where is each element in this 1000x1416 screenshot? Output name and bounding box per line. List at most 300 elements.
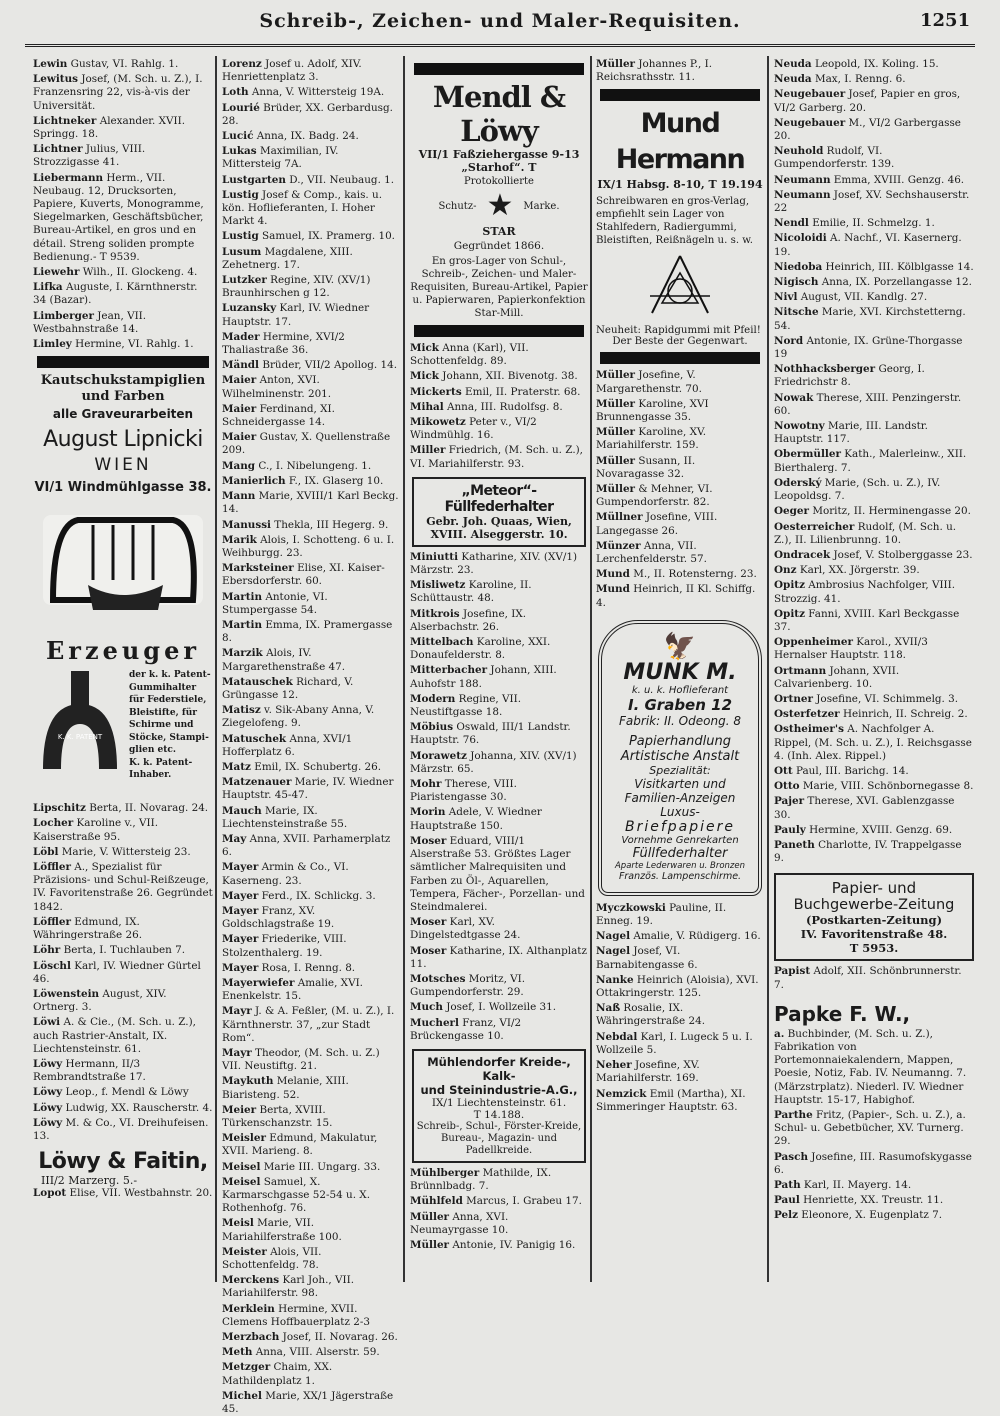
directory-entry: [596, 511, 764, 537]
ad-munk-line8: Visitkarten und: [634, 776, 726, 791]
directory-entry: [222, 302, 400, 328]
column-1: [33, 58, 213, 1288]
entry-name: Mittelbach: [410, 636, 474, 649]
entry-name: Neumann: [774, 188, 831, 201]
directory-entry: [410, 1195, 588, 1208]
directory-entry: [774, 1179, 974, 1192]
star-icon: ★: [486, 188, 514, 223]
entry-details: Buchbinder, (M. Sch. u. Z.), Fabrikation von Portemonnaiekalendern, Mappen, Poesie, Notiz, Fab. IV. Neumanng. 7. (Märzstrplatz). Niederl. IV. Wiedner Hauptstr. 15-17, Habighof.: [774, 1027, 967, 1106]
ad-meteor: [412, 477, 586, 547]
entry-name: Löffler: [33, 915, 71, 928]
directory-entry: [774, 521, 974, 547]
entry-name: Nanke: [596, 973, 634, 986]
entry-details: Eduard, VIII/1 Alserstraße 53. Größtes Lager sämtlicher Malrequisiten und Farben zu Öl-, Aquarellen, Tempera, Fächer-, Porzellan- und Steindmalerei.: [410, 834, 585, 913]
entry-name: Lewin: [33, 58, 68, 70]
entry-name: Ostheimer's: [774, 723, 844, 736]
ad-papier-line4: IV. Favoritenstraße 48.: [800, 927, 948, 942]
entry-details: Hermine, XVI/2 Thaliastraße 36.: [222, 330, 345, 357]
entry-details: Hermine, XVII. Clemens Hoffbauerplatz 2-3: [222, 1302, 370, 1328]
entry-name: Liewehr: [33, 266, 80, 279]
ad-munk-line4: Fabrik: II. Odeong. 8: [619, 713, 741, 728]
directory-entry: [596, 1031, 764, 1057]
entry-name: Lewitus: [33, 73, 79, 86]
ad-erzeuger-text: [129, 669, 211, 782]
directory-entry: [596, 483, 764, 509]
directory-entry: [774, 117, 974, 143]
directory-entry: [596, 1088, 764, 1114]
entry-name: Mühlberger: [410, 1166, 480, 1179]
column-3: [410, 58, 588, 1288]
directory-entry: [410, 401, 588, 414]
entry-name: Mikowetz: [410, 416, 466, 429]
entry-details: C., I. Nibelungeng. 1.: [255, 459, 372, 472]
directory-entry: [222, 102, 400, 128]
entry-name: Nemzick: [596, 1087, 647, 1100]
entry-details: J. & A. Feßler, (M. u. Z.), I. Kärnthnerstr. 37, „zur Stadt Rom“.: [222, 1005, 395, 1044]
entry-details: Heinrich, II. Schreig. 2.: [839, 708, 968, 721]
directory-entry: [222, 704, 400, 730]
directory-entry: [410, 342, 588, 368]
entry-name: Lusum: [222, 245, 262, 258]
entry-name: Meier: [222, 1103, 257, 1116]
entry-details: Susann, II. Novaragasse 32.: [596, 454, 696, 480]
directory-entry: [33, 1117, 213, 1143]
directory-entry: [222, 230, 400, 243]
directory-entry: [222, 274, 400, 300]
entry-details: Heinrich, II Kl. Schiffg. 4.: [596, 583, 756, 609]
entry-name: Liebermann: [33, 171, 104, 184]
entry-name: Moser: [410, 916, 447, 929]
directory-entry: [33, 846, 213, 859]
directory-entry: [410, 806, 588, 832]
directory-entry: [774, 73, 974, 86]
entry-details: Karoline v., VII. Kaiserstraße 95.: [33, 817, 159, 843]
entry-details: Elise, VII. Westbahnstr. 20.: [66, 1187, 213, 1200]
directory-entry: [410, 835, 588, 914]
directory-entry: [33, 988, 213, 1014]
ad-mendl-description: En gros-Lager von Schul-, Schreib-, Zeichen- und Maler-Requisiten, Bureau-Artikel, Papier u. Papierwaren, Papierkonfektion Star-Mill.: [410, 256, 588, 319]
entry-name: Mihal: [410, 400, 444, 413]
directory-entry: [774, 1209, 974, 1222]
ad-munk-line15: Französ. Lampenschirme.: [618, 870, 742, 882]
entry-details: Antonie, VI. Stumpergasse 54.: [222, 590, 328, 616]
entry-details: Henriette, XX. Treustr. 11.: [799, 1194, 944, 1207]
directory-entry: [33, 960, 213, 986]
entry-name: Nicoloidi: [774, 232, 827, 245]
entry-name: Morawetz: [410, 749, 467, 762]
entry-name: Lustgarten: [222, 173, 286, 186]
entry-details: Amalie, V. Rüdigerg. 16.: [630, 930, 761, 943]
entry-name: Misliwetz: [410, 579, 466, 592]
entry-details: Johann, XIII. Auhofstr 188.: [410, 664, 557, 690]
entry-details: Katharine, XIV. (XV/1) Märzstr. 23.: [410, 550, 578, 577]
entry-name: Löffler: [33, 861, 71, 874]
column-divider: [767, 56, 769, 1282]
entry-name: Mayer: [222, 933, 259, 946]
directory-entry: [33, 281, 213, 307]
directory-entry: [774, 839, 974, 865]
entry-name: Merzbach: [222, 1331, 280, 1344]
entries-col4-c: [596, 902, 764, 1114]
ad-erzeuger-title: Erzeuger: [46, 636, 200, 666]
entry-name: a.: [774, 1027, 785, 1040]
entry-details: Wilh., II. Glockeng. 4.: [79, 266, 198, 279]
ad-munk-line2: k. u. k. Hoflieferant: [631, 684, 729, 696]
ad-munk-line11: Briefpapiere: [624, 818, 736, 835]
entry-name: Löwenstein: [33, 987, 100, 1000]
directory-entry: [222, 1246, 400, 1272]
column-2: [222, 58, 400, 1416]
entry-name: Mann: [222, 490, 256, 503]
entry-details: Adele, V. Wiedner Hauptstraße 150.: [410, 806, 542, 832]
directory-entry: [33, 944, 213, 957]
entry-name: Maier: [222, 374, 257, 387]
entry-details: A. & Cie., (M. Sch. u. Z.), auch Rastrier-Anstalt, IX. Liechtensteinstr. 61.: [33, 1016, 196, 1055]
entry-details: Alexander. XVII. Springg. 18.: [33, 114, 186, 141]
entry-details: M. & Co., VI. Dreihufeisen. 13.: [33, 1116, 209, 1142]
column-divider: [215, 56, 217, 1282]
directory-entry: [33, 266, 213, 279]
directory-entry: [774, 1109, 974, 1149]
directory-entry: [33, 58, 213, 71]
entry-details: Adolf, XII. Schönbrunnerstr. 7.: [774, 965, 962, 991]
directory-entry: [222, 933, 400, 959]
entry-details: Regine, VII. Neustiftgasse 18.: [410, 692, 522, 719]
entry-details: Josefine, III. Rasumofskygasse 6.: [774, 1150, 972, 1176]
directory-entry: [222, 519, 400, 532]
entry-details: Katharine, IX. Althanplatz 11.: [410, 944, 587, 970]
entry-name: Neuda: [774, 58, 812, 70]
entry-name: Luzansky: [222, 302, 277, 315]
directory-entry: [774, 795, 974, 821]
directory-entry: [222, 647, 400, 673]
ad-papke-name: Papke F. W.,: [774, 1001, 911, 1026]
ad-mund-hermann: [596, 106, 764, 347]
directory-entry: [222, 905, 400, 931]
eagle-crest-icon: 🦅: [663, 631, 697, 662]
ad-papier-line3: (Postkarten-Zeitung): [805, 913, 943, 928]
entry-details: Josef u. Adolf, XIV. Henriettenplatz 3.: [222, 58, 362, 84]
entry-name: Lukas: [222, 145, 257, 158]
entry-name: Paneth: [774, 838, 815, 851]
directory-entry: [33, 802, 213, 815]
ad-lipnicki-city: WIEN: [94, 455, 152, 476]
directory-entry: [33, 1058, 213, 1084]
ad-munk-line6: Artistische Anstalt: [620, 748, 740, 764]
entry-name: Mayer: [222, 904, 259, 917]
directory-entry: [774, 88, 974, 114]
directory-entry: [774, 636, 974, 662]
entry-details: Marie, VII. Mariahilferstraße 100.: [222, 1217, 342, 1243]
entry-details: Josef, II. Novarag. 26.: [279, 1331, 398, 1344]
entry-details: Josefine, IX. Alserbachstr. 26.: [410, 607, 527, 633]
directory-entry: [222, 619, 400, 645]
entry-name: Mändl: [222, 359, 260, 372]
entry-name: Manierlich: [222, 474, 286, 487]
entries-col5-b: [774, 965, 974, 991]
entry-name: Pauly: [774, 823, 806, 836]
directory-entry: [222, 130, 400, 143]
directory-entry: [410, 608, 588, 634]
ad-papier-line5: T 5953.: [849, 941, 899, 956]
entry-name: Lustig: [222, 188, 259, 201]
entry-name: Mick: [410, 370, 439, 383]
directory-entry: [222, 145, 400, 171]
header-rule: [25, 44, 975, 47]
ad-lipnicki-address: VI/1 Windmühlgasse 38.: [34, 480, 212, 496]
entry-details: Alois, IV. Margarethenstraße 47.: [222, 647, 346, 673]
entry-details: Max, I. Renng. 6.: [811, 73, 906, 86]
ad-mund-note1: Neuheit: Rapidgummi mit Pfeil!: [596, 325, 761, 337]
directory-entry: [33, 1016, 213, 1056]
entry-details: Julius, VIII. Strozzigasse 41.: [33, 143, 146, 169]
entry-details: Chaim, XX. Mathildenplatz 1.: [222, 1361, 333, 1387]
entry-details: Josef, XV. Sechshauserstr. 22: [774, 188, 970, 215]
entry-details: Auguste, I. Kärnthnerstr. 34 (Bazar).: [33, 281, 198, 307]
directory-entry: [410, 416, 588, 442]
entry-details: Josef, I. Wollzeile 31.: [442, 1001, 557, 1014]
ad-text-line: K. k. Patent-: [129, 757, 193, 768]
entry-details: Leopold, IX. Koling. 15.: [811, 58, 939, 70]
entry-details: Marie, (Sch. u. Z.), IV. Leopoldsg. 7.: [774, 476, 941, 503]
entry-name: Mickerts: [410, 385, 462, 398]
entries-col3-c: [410, 1167, 588, 1252]
ad-mund-name: Mund Hermann: [615, 108, 745, 176]
directory-entry: [596, 583, 764, 609]
directory-entry: [222, 1274, 400, 1300]
entry-details: A. Nachf., VI. Kasernerg. 19.: [774, 232, 962, 258]
entry-details: Alois, I. Schotteng. 6 u. I. Weihburgg. 23.: [222, 533, 395, 559]
entry-name: Müllner: [596, 511, 643, 524]
directory-entry: [774, 505, 974, 518]
directory-entry: [33, 172, 213, 264]
entry-details: Emil, IX. Schubertg. 26.: [250, 760, 382, 773]
directory-entry: [774, 549, 974, 562]
entry-details: Maximilian, IV. Mittersteig 7A.: [222, 145, 339, 171]
directory-entry: [774, 693, 974, 706]
directory-entry: [774, 58, 974, 71]
entry-details: Josefine, XV. Mariahilferstr. 169.: [596, 1059, 700, 1085]
entry-name: Meisel: [222, 1160, 261, 1173]
entry-name: Morin: [410, 806, 446, 819]
entries-col4-b: [596, 369, 764, 609]
entry-name: Mund: [596, 568, 630, 581]
directory-entry: [596, 540, 764, 566]
entry-details: Marie, XVI. Kirchstetterng. 54.: [774, 306, 966, 332]
entry-name: Manussi: [222, 518, 271, 531]
entry-name: Löwy: [33, 1086, 63, 1099]
entry-name: Miller: [410, 444, 446, 457]
entry-details: Josef, VI. Barnabitengasse 6.: [596, 945, 698, 971]
entry-details: Melanie, XIII. Biaristeng. 52.: [222, 1075, 349, 1101]
gum-holder-illustration: [33, 669, 128, 789]
entry-details: Kath., Malerleinw., XII. Bierthalerg. 7.: [774, 448, 967, 474]
entry-name: Mader: [222, 330, 260, 343]
entry-name: Mucherl: [410, 1016, 459, 1029]
directory-entry: [222, 490, 400, 516]
ad-munk-line3: I. Graben 12: [627, 695, 733, 714]
entry-name: Matauschek: [222, 675, 293, 688]
entry-name: Neher: [596, 1059, 632, 1072]
entry-details: August, XIV. Ortnerg. 3.: [33, 987, 167, 1014]
entry-name: Löhr: [33, 944, 61, 957]
directory-entry: [410, 778, 588, 804]
directory-entry: [222, 1217, 400, 1243]
ad-mendl-mark-right: Marke.: [523, 200, 560, 212]
entries-col2: [222, 58, 400, 1416]
directory-entry: [222, 1047, 400, 1073]
ad-muhlendorfer-line1: Mühlendorfer Kreide-, Kalk-: [427, 1054, 571, 1083]
entry-name: Mund: [596, 583, 630, 596]
entry-name: Nowak: [774, 391, 814, 404]
directory-entry: [774, 420, 974, 446]
entry-details: Fritz, (Papier-, Sch. u. Z.), a. Schul- u. Gebetbücher, XV. Turnerg. 29.: [774, 1109, 966, 1148]
entry-details: Magdalene, XIII. Zehetnerg. 17.: [222, 245, 353, 271]
directory-entry: [33, 73, 213, 113]
directory-entry: [222, 359, 400, 372]
entry-name: Meisl: [222, 1217, 254, 1230]
ad-meteor-line2: Gebr. Joh. Quaas, Wien,: [426, 514, 572, 528]
separator-bar: [37, 356, 209, 368]
directory-entry: [774, 780, 974, 793]
entry-name: Meisel: [222, 1175, 261, 1188]
entry-name: Marksteiner: [222, 562, 294, 575]
entry-name: Martin: [222, 590, 263, 603]
entry-name: Neugebauer: [774, 116, 846, 129]
entries-col5-a: [774, 58, 974, 865]
directory-entry: [596, 369, 764, 395]
directory-entry: [410, 1001, 588, 1014]
entry-name: Maykuth: [222, 1075, 274, 1088]
entry-details: Anna, IX. Badg. 24.: [253, 130, 359, 143]
ad-text-line: für Federstiele,: [129, 695, 207, 706]
entry-details: Johann, XII. Bivenotg. 38.: [438, 370, 578, 383]
entry-name: Lichtneker: [33, 114, 97, 127]
ad-munk-line10: Luxus-: [660, 804, 700, 819]
entry-name: Pasch: [774, 1150, 808, 1163]
entry-name: Möbius: [410, 721, 454, 734]
directory-entry: [33, 916, 213, 942]
entry-name: Löwy: [33, 1116, 63, 1129]
ad-muhlendorfer-line5: Schreib-, Schul-, Förster-Kreide, Bureau-, Magazin- und Padellkreide.: [416, 1120, 582, 1156]
entry-details: Heinrich (Aloisia), XVI. Ottakringerstr. 125.: [596, 973, 759, 1000]
entry-details: Brüder, XX. Gerbardusg. 28.: [222, 101, 393, 127]
entry-details: v. Sik-Abany Anna, V. Ziegelofeng. 9.: [222, 704, 375, 730]
entry-name: Merklein: [222, 1302, 275, 1315]
entry-details: Marie, XX/1 Jägerstraße 45.: [222, 1389, 394, 1416]
entry-name: Müller: [596, 483, 636, 496]
entry-details: Marie, XVIII/1 Karl Beckg. 14.: [222, 490, 399, 516]
directory-entry: [774, 232, 974, 258]
entry-details: Regine, XIV. (XV/1) Braunhirschen g 12.: [222, 274, 371, 300]
entry-details: Ludwig, XX. Rauscherstr. 4.: [62, 1101, 213, 1114]
ad-text-line: Bleistifte, für: [129, 707, 197, 718]
ad-lowy-name: Löwy & Faitin,: [38, 1149, 208, 1175]
entry-name: Nagel: [596, 930, 631, 943]
entry-details: Josef, (M. Sch. u. Z.), I. Franzensring 22, vis-à-vis der Universität.: [33, 73, 203, 112]
directory-entry: [410, 750, 588, 776]
directory-entry: [222, 1331, 400, 1344]
entry-name: Lipschitz: [33, 802, 86, 815]
directory-entry: [222, 431, 400, 457]
directory-entry: [222, 805, 400, 831]
entry-details: Karl, XX. Jörgerstr. 39.: [796, 564, 920, 577]
directory-entry: [596, 902, 764, 928]
entry-details: Edmund, IX. Währingerstraße 26.: [33, 915, 142, 942]
entry-name: Osterfetzer: [774, 708, 840, 721]
entry-details: Marcus, I. Grabeu 17.: [462, 1195, 582, 1208]
entry-details: Josefine, VIII. Langegasse 26.: [596, 511, 718, 537]
entry-details: Berta, XVIII. Türkenschanzstr. 15.: [222, 1103, 333, 1130]
entries-col3-b: [410, 551, 588, 1043]
entry-details: Therese, XIII. Penzingerstr. 60.: [774, 391, 962, 417]
directory-entry: [774, 824, 974, 837]
ad-mund-description: Schreibwaren en gros-Verlag, empfiehlt sein Lager von Stahlfedern, Radiergummi, Bleistiften, Reißnägeln u. s. w.: [596, 196, 754, 247]
directory-entry: [774, 965, 974, 991]
entry-details: Anna, III. Rudolfsg. 8.: [443, 400, 563, 413]
ad-papier-zeitung: [774, 873, 974, 961]
directory-entry: [222, 761, 400, 774]
entry-name: Müller: [410, 1210, 450, 1223]
directory-entry: [410, 1017, 588, 1043]
entry-details: August, VII. Kandlg. 27.: [797, 291, 928, 304]
directory-entry: [222, 1346, 400, 1359]
separator-bar: [600, 352, 760, 364]
ad-text-line: glien etc.: [129, 745, 177, 756]
entry-name: Ott: [774, 764, 793, 777]
directory-entry: [222, 1303, 400, 1329]
entry-details: F., IX. Glaserg 10.: [285, 474, 384, 487]
entry-details: Emil (Martha), XI. Simmeringer Hauptstr. 63.: [596, 1087, 746, 1113]
entry-details: Berta, I. Tuchlauben 7.: [60, 944, 186, 957]
entry-name: Matz: [222, 760, 251, 773]
entry-details: Karoline, XXI. Donaufelderstr. 8.: [410, 636, 551, 662]
directory-entry: [222, 460, 400, 473]
entry-details: Ambrosius Nachfolger, VIII. Strozzig. 41.: [774, 579, 956, 605]
directory-entry: [222, 58, 400, 84]
entry-details: Samuel, IX. Pramerg. 10.: [258, 230, 395, 243]
entry-name: Mohr: [410, 778, 442, 791]
entry-details: Antonie, IV. Panigig 16.: [449, 1238, 576, 1251]
directory-entry: [410, 693, 588, 719]
entry-name: Limberger: [33, 309, 94, 322]
column-4: [596, 58, 764, 1288]
entry-name: Nendl: [774, 217, 809, 230]
directory-entry: [774, 174, 974, 187]
entry-name: Moser: [410, 834, 447, 847]
directory-entry: [774, 145, 974, 171]
directory-entry: [222, 1075, 400, 1101]
directory-entry: [222, 246, 400, 272]
entry-name: Nowotny: [774, 420, 825, 433]
entry-name: Nigisch: [774, 276, 819, 289]
directory-entry: [774, 1194, 974, 1207]
entry-details: Anton, XVI. Wilhelminenstr. 201.: [222, 374, 332, 400]
entry-details: Alois, VII. Schottenfeldg. 78.: [222, 1245, 322, 1272]
entry-name: Löwi: [33, 1016, 61, 1029]
entry-name: Mayr: [222, 1047, 252, 1060]
directory-entry: [222, 1005, 400, 1045]
ad-muhlendorfer-line2: und Steinindustrie-A.G.,: [420, 1082, 578, 1097]
entry-name: Pelz: [774, 1209, 798, 1222]
entry-name: Mayer: [222, 861, 259, 874]
entry-name: Parthe: [774, 1109, 813, 1121]
entry-name: Lourié: [222, 101, 260, 114]
entry-details: Hermine, VI. Rahlg. 1.: [71, 338, 194, 351]
directory-entry: [222, 962, 400, 975]
directory-entry: [33, 1086, 213, 1099]
ad-lipnicki-line1: Kautschukstampiglien und Farben: [40, 373, 206, 405]
